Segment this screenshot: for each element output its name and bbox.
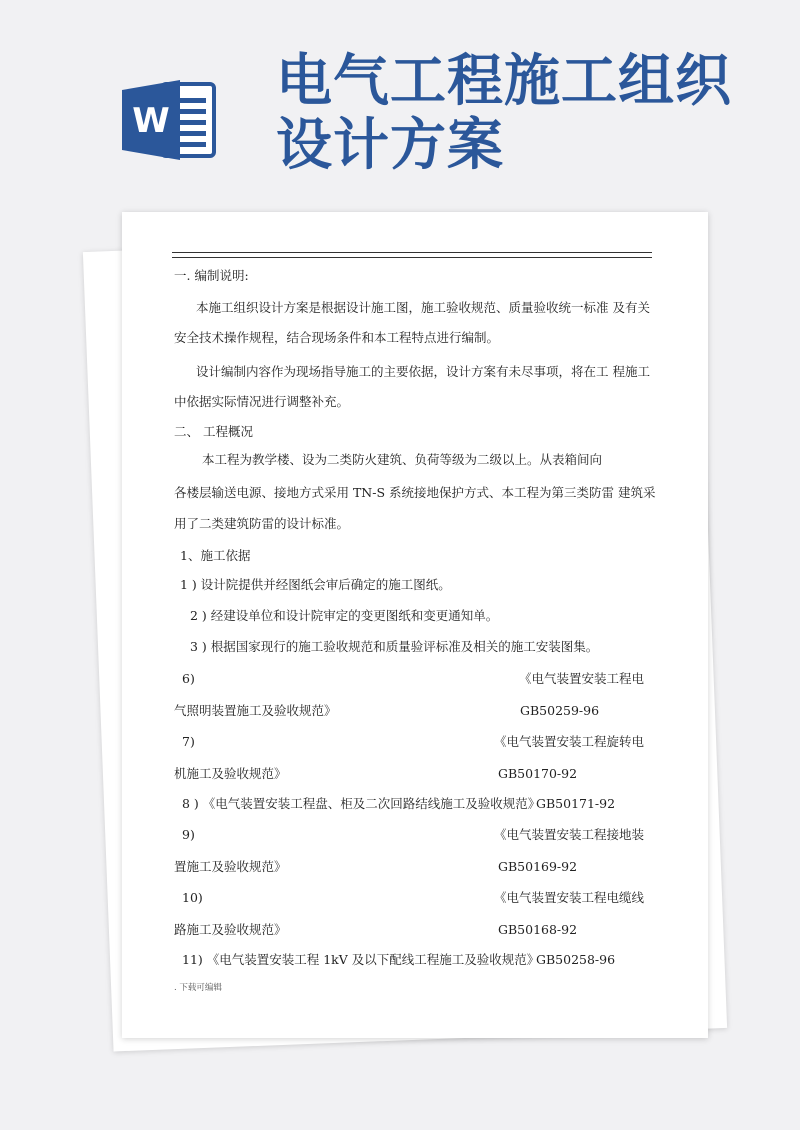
standard-title: 路施工及验收规范》 [174, 922, 287, 937]
standard-title: 机施工及验收规范》 [174, 766, 287, 781]
list-item: 1 ) 设计院提供并经图纸会审后确定的施工图纸。 [180, 577, 451, 592]
paragraph-line: 设计编制内容作为现场指导施工的主要依据，设计方案有未尽事项，将在工 程施工 [196, 364, 650, 379]
list-item: 2 ) 经建设单位和设计院审定的变更图纸和变更通知单。 [190, 608, 499, 623]
standard-title: 《电气装置安装工程电 [518, 671, 644, 686]
page-title [276, 50, 776, 178]
list-item: 11) 《电气装置安装工程 1kV 及以下配线工程施工及验收规范》 [182, 952, 540, 967]
standard-title: 《电气装置安装工程接地装 [493, 827, 644, 842]
paragraph-line: 本施工组织设计方案是根据设计施工图，施工验收规范、质量验收统一标准 及有关 [196, 300, 650, 315]
section-heading: 二、 工程概况 [174, 424, 253, 439]
list-number: 9) [182, 827, 195, 842]
footer-note: . 下载可编辑 [174, 983, 222, 993]
standard-code: GB50258-96 [536, 952, 616, 967]
standard-code: GB50168-92 [498, 922, 578, 937]
document-page [122, 212, 708, 1038]
paragraph-line: 本工程为教学楼、设为二类防火建筑、负荷等级为二级以上。从表箱间向 [202, 452, 603, 467]
title-line-1: 电气工程施工组织 [276, 49, 732, 114]
svg-text:W: W [132, 101, 170, 141]
standard-code: GB50259-96 [520, 703, 600, 718]
header-rule-thin [172, 257, 652, 258]
standard-title: 气照明装置施工及验收规范》 [174, 703, 337, 718]
standard-code: GB50171-92 [536, 796, 616, 811]
list-number: 10) [182, 890, 203, 905]
paragraph-line: 安全技术操作规程，结合现场条件和本工程特点进行编制。 [174, 330, 500, 345]
list-number: 7) [182, 734, 195, 749]
subsection-heading: 1、施工依据 [180, 548, 251, 563]
word-document-icon [122, 80, 217, 160]
header-rule [172, 252, 652, 253]
section-heading: 一. 编制说明: [174, 268, 249, 283]
paragraph-line: 用了二类建筑防雷的设计标准。 [174, 516, 350, 531]
standard-title: 置施工及验收规范》 [174, 859, 287, 874]
list-item: 8 ) 《电气装置安装工程盘、柜及二次回路结线施工及验收规范》 [182, 796, 541, 811]
list-item: 3 ) 根据国家现行的施工验收规范和质量验评标准及相关的施工安装图集。 [190, 639, 599, 654]
standard-code: GB50169-92 [498, 859, 578, 874]
paragraph-line: 各楼层输送电源、接地方式采用 TN-S 系统接地保护方式、本工程为第三类防雷 建筑采 [174, 485, 656, 500]
standard-title: 《电气装置安装工程旋转电 [493, 734, 644, 749]
standard-code: GB50170-92 [498, 766, 578, 781]
standard-title: 《电气装置安装工程电缆线 [493, 890, 644, 905]
paragraph-line: 中依据实际情况进行调整补充。 [174, 394, 350, 409]
list-number: 6) [182, 671, 195, 686]
title-line-2: 设计方案 [276, 113, 504, 178]
